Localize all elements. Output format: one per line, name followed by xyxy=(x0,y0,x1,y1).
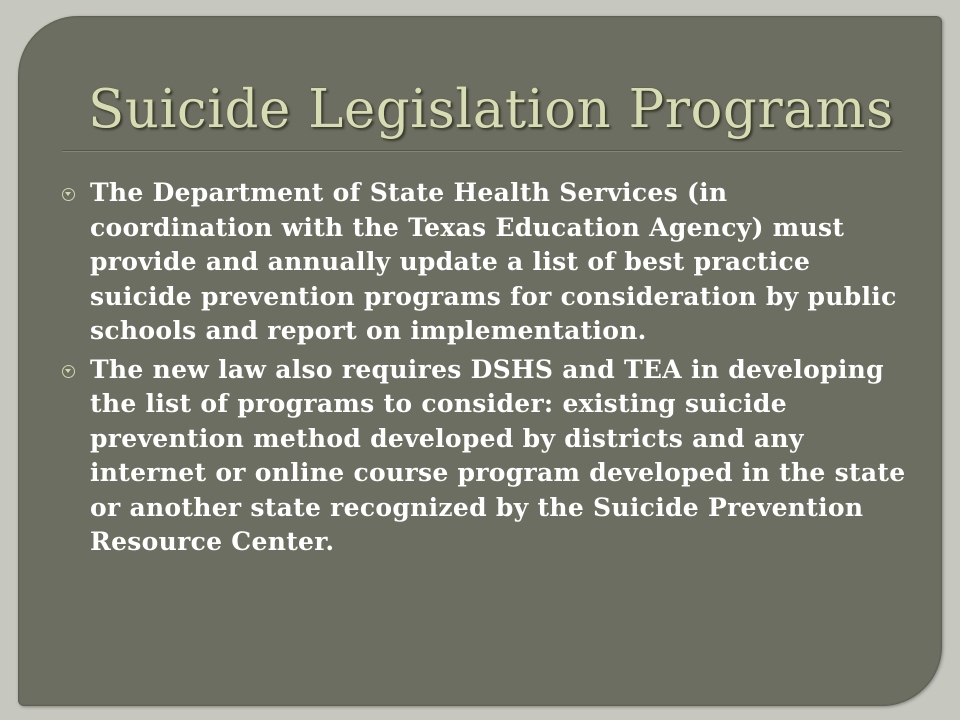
bullet-item xyxy=(62,176,912,349)
slide-title: Suicide Legislation Programs xyxy=(88,79,894,140)
bullet-text: The new law also requires DSHS and TEA in developing the list of programs to consider: existing suicide prevention method developed by districts and any internet or online course program developed in the state or another state recognized by the Suicide Prevention Resource Center. xyxy=(90,354,906,556)
circled-chevron-icon xyxy=(62,365,75,378)
bullet-item xyxy=(62,353,912,560)
bullet-list xyxy=(62,176,912,564)
circled-chevron-icon xyxy=(62,188,75,201)
title-divider xyxy=(62,150,902,152)
bullet-text: The Department of State Health Services (in coordination with the Texas Education Agency) must provide and annually update a list of best practice suicide prevention programs for consideration by public schools and report on implementation. xyxy=(90,178,897,345)
